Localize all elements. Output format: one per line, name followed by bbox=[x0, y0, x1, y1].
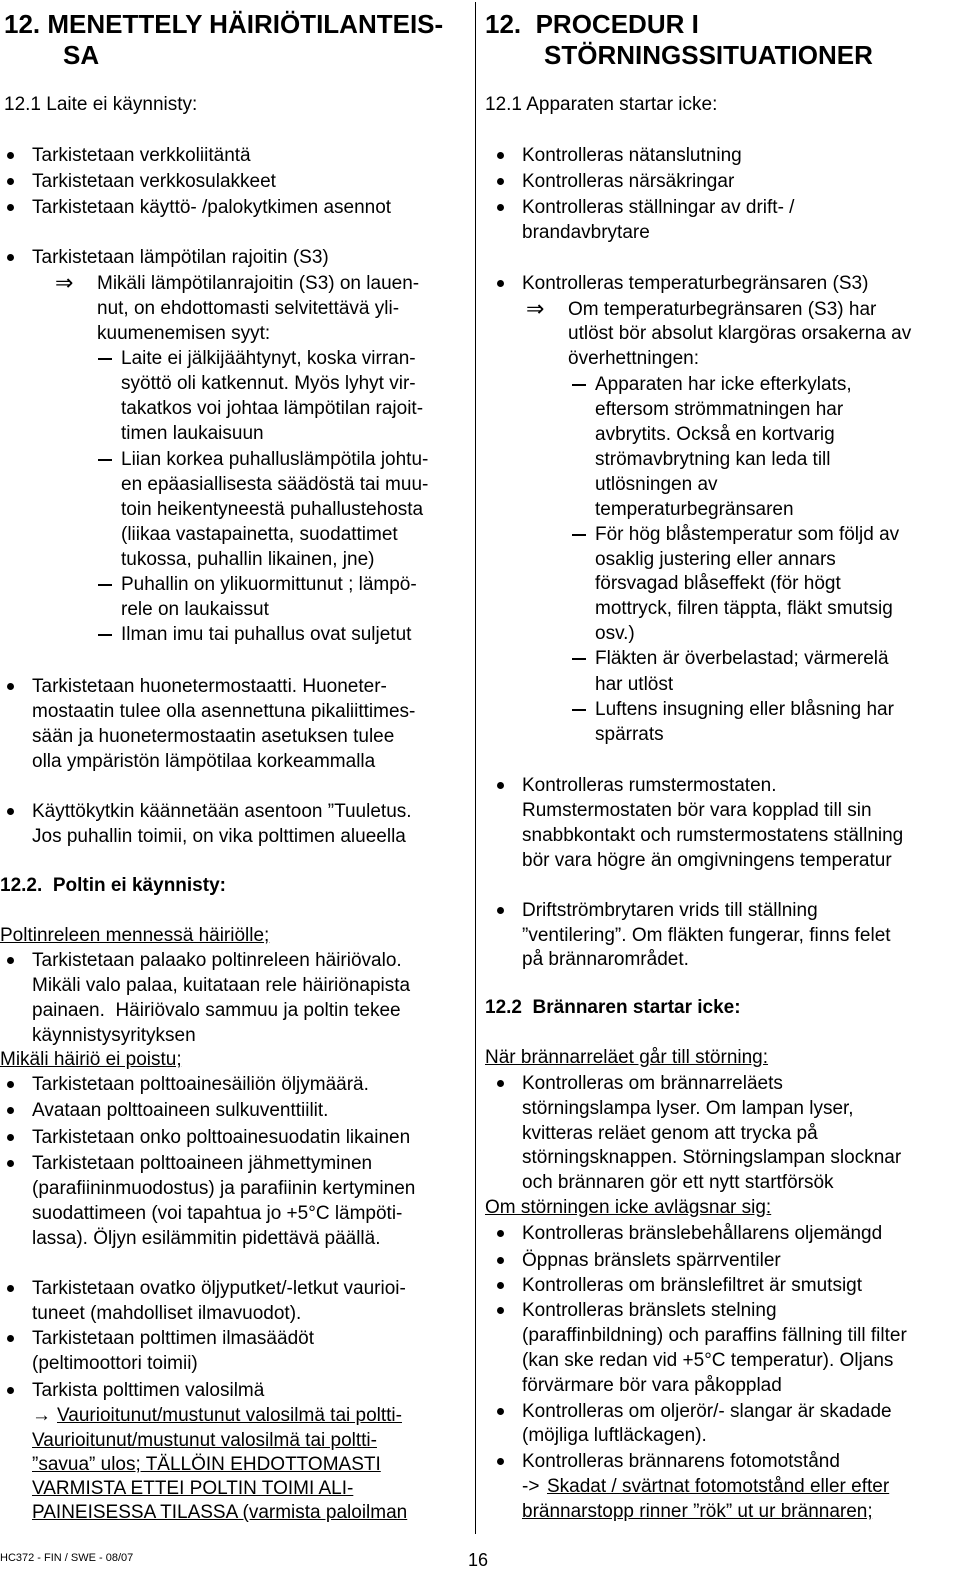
dash-icon bbox=[572, 384, 586, 386]
text-line: eftersom strömmatningen har bbox=[595, 399, 844, 420]
text-line: Mikäli valo palaa, kuitataan rele häiriönapista bbox=[32, 975, 411, 996]
underlined-text: VARMISTA ETTEI POLTIN TOIMI ALI- bbox=[32, 1478, 354, 1499]
text-line: temperaturbegränsaren bbox=[595, 499, 794, 520]
bullet-icon bbox=[7, 1285, 14, 1292]
text-line: Ilman imu tai puhallus ovat suljetut bbox=[121, 624, 412, 645]
list-item: Tarkista polttimen valosilmä bbox=[32, 1380, 265, 1401]
text-line: olla ympäristön lämpötilaa korkeammalla bbox=[32, 751, 376, 772]
implies-arrow-icon: ⇒ bbox=[526, 296, 545, 321]
text-line: har utlöst bbox=[595, 674, 674, 695]
text-line: spärrats bbox=[595, 724, 664, 745]
text-line: (möjliga luftläckagen). bbox=[522, 1425, 707, 1446]
underlined-text: När brännarreläet går till störning: bbox=[485, 1047, 769, 1068]
text-line: sään ja huonetermostaatin asetuksen tulee bbox=[32, 726, 395, 747]
dash-icon bbox=[98, 358, 112, 360]
bullet-icon bbox=[497, 1257, 504, 1264]
underlined-text: brännarstopp rinner ”rök” ut ur brännaren; bbox=[522, 1501, 873, 1522]
text-line: utlöst bör absolut klargöras orsakerna av bbox=[568, 323, 912, 344]
text-line: Om temperaturbegränsaren (S3) har bbox=[568, 299, 877, 320]
text-line: förvärmare bör vara påkopplad bbox=[522, 1375, 782, 1396]
list-item: Kontrolleras ställningar av drift- / bbox=[522, 197, 795, 218]
heading-line-2: STÖRNINGSSITUATIONER bbox=[544, 40, 873, 70]
text-line: syöttö oli katkennut. Myös lyhyt vir- bbox=[121, 373, 416, 394]
bullet-icon bbox=[7, 1335, 14, 1342]
text-line: brandavbrytare bbox=[522, 222, 650, 243]
dash-icon bbox=[98, 634, 112, 636]
arrow-right-icon: → bbox=[32, 1405, 51, 1426]
text-line: bör vara högre än omgivningens temperatur bbox=[522, 850, 892, 871]
text-line: rele on laukaissut bbox=[121, 599, 269, 620]
text-line: störningsknappen. Störningslampan slocknar bbox=[522, 1147, 902, 1168]
text-line: avbrytits. Också en kortvarig bbox=[595, 424, 835, 445]
subheading: 12.2. Poltin ei käynnisty: bbox=[0, 875, 226, 896]
text-line: Rumstermostaten bör vara kopplad till sin bbox=[522, 800, 872, 821]
bullet-icon bbox=[7, 808, 14, 815]
list-item: Tarkistetaan verkkoliitäntä bbox=[32, 145, 251, 166]
text-line: mostaatin tulee olla asennettuna pikaliittimes- bbox=[32, 701, 416, 722]
underlined-text: PAINEISESSA TILASSA (varmista paloilman bbox=[32, 1502, 408, 1523]
text-line: osaklig justering eller annars bbox=[595, 549, 836, 570]
list-item: Tarkistetaan ovatko öljyputket/-letkut vaurioi- bbox=[32, 1278, 406, 1299]
heading-line-1: 12. MENETTELY HÄIRIÖTILANTEIS- bbox=[4, 9, 444, 39]
text-line: painaen. Häiriövalo sammuu ja poltin tekee bbox=[32, 1000, 401, 1021]
list-item: Öppnas bränslets spärrventiler bbox=[522, 1250, 781, 1271]
bullet-icon bbox=[7, 1107, 14, 1114]
list-item: Kontrolleras bränslets stelning bbox=[522, 1300, 777, 1321]
bullet-icon bbox=[7, 683, 14, 690]
text-line: takatkos voi johtaa lämpötilan rajoit- bbox=[121, 398, 424, 419]
text-line: mottryck, filren täppta, fläkt smutsig bbox=[595, 598, 893, 619]
dash-icon bbox=[98, 584, 112, 586]
text-line: en epäasiallisesta säädöstä tai muu- bbox=[121, 474, 429, 495]
text-line: (liikaa vastapainetta, suodattimet bbox=[121, 524, 398, 545]
text-line: (parafiininmuodostus) ja parafiinin kertyminen bbox=[32, 1178, 416, 1199]
list-item: Driftströmbrytaren vrids till ställning bbox=[522, 900, 818, 921]
text-line: ”ventilering”. Om fläkten fungerar, finns felet bbox=[522, 925, 891, 946]
dash-icon bbox=[572, 534, 586, 536]
bullet-icon bbox=[497, 1282, 504, 1289]
underlined-text: Mikäli häiriö ei poistu; bbox=[0, 1049, 182, 1070]
document-code: HC372 - FIN / SWE - 08/07 bbox=[0, 1552, 134, 1564]
text-line: tukossa, puhallin likainen, jne) bbox=[121, 549, 375, 570]
list-item: Tarkistetaan huonetermostaatti. Huoneter- bbox=[32, 676, 387, 697]
list-item: Kontrolleras bränslebehållarens oljemängd bbox=[522, 1223, 883, 1244]
subheading-12-1-fi: 12.1 Laite ei käynnisty: bbox=[4, 94, 198, 115]
warning-text: Skadat / svärtnat fotomotstånd eller efter bbox=[547, 1476, 890, 1497]
text-line: (kan ske redan vid +5°C temperatur). Oljans bbox=[522, 1350, 894, 1371]
list-item: Kontrolleras brännarens fotomotstånd bbox=[522, 1451, 840, 1472]
text-line: För hög blåstemperatur som följd av bbox=[595, 524, 900, 545]
bullet-icon bbox=[497, 178, 504, 185]
bullet-icon bbox=[497, 1230, 504, 1237]
list-item: Kontrolleras temperaturbegränsaren (S3) bbox=[522, 273, 869, 294]
list-item: Tarkistetaan käyttö- /palokytkimen asennot bbox=[32, 197, 392, 218]
text-line: utlösningen av bbox=[595, 474, 718, 495]
underlined-text: Om störningen icke avlägsnar sig: bbox=[485, 1197, 772, 1218]
bullet-icon bbox=[497, 1458, 504, 1465]
bullet-icon bbox=[497, 280, 504, 287]
list-item: Kontrolleras om bränslefiltret är smutsigt bbox=[522, 1275, 863, 1296]
text-line: Laite ei jälkijäähtynyt, koska virran- bbox=[121, 348, 416, 369]
text-line: störningslampa lyser. Om lampan lyser, bbox=[522, 1098, 854, 1119]
list-item: Tarkistetaan lämpötilan rajoitin (S3) bbox=[32, 247, 329, 268]
text-line: (peltimoottori toimii) bbox=[32, 1353, 198, 1374]
list-item: Kontrolleras närsäkringar bbox=[522, 171, 735, 192]
dash-icon bbox=[572, 709, 586, 711]
text-line: snabbkontakt och rumstermostatens ställning bbox=[522, 825, 904, 846]
bullet-icon bbox=[497, 1080, 504, 1087]
text-line: Puhallin on ylikuormittunut ; lämpö- bbox=[121, 574, 417, 595]
list-item: Avataan polttoaineen sulkuventtiilit. bbox=[32, 1100, 329, 1121]
implies-arrow-icon: ⇒ bbox=[55, 270, 74, 295]
list-item: Tarkistetaan polttimen ilmasäädöt bbox=[32, 1328, 314, 1349]
warning-text: Vaurioitunut/mustunut valosilmä tai poltti- bbox=[57, 1405, 402, 1426]
text-line: nut, on ehdottomasti selvitettävä yli- bbox=[97, 298, 400, 319]
dash-icon bbox=[572, 658, 586, 660]
text-line: käynnistysyrityksen bbox=[32, 1025, 196, 1046]
underlined-text: Vaurioitunut/mustunut valosilmä tai poltti- bbox=[32, 1430, 377, 1451]
list-item: Tarkistetaan verkkosulakkeet bbox=[32, 171, 276, 192]
text-line: (paraffinbildning) och paraffins fällning till filter bbox=[522, 1325, 907, 1346]
text-line: överhettningen: bbox=[568, 348, 699, 369]
list-item: Tarkistetaan polttoainesäiliön öljymäärä. bbox=[32, 1074, 369, 1095]
bullet-icon bbox=[497, 1307, 504, 1314]
bullet-icon bbox=[7, 1387, 14, 1394]
list-item: Tarkistetaan palaako poltinreleen häiriövalo. bbox=[32, 950, 402, 971]
text-line: strömavbrytning kan leda till bbox=[595, 449, 831, 470]
text-line: timen laukaisuun bbox=[121, 423, 264, 444]
text-line: toin heikentyneestä puhallustehosta bbox=[121, 499, 424, 520]
bullet-icon bbox=[7, 1160, 14, 1167]
text-line: tuneet (mahdolliset ilmavuodot). bbox=[32, 1303, 302, 1324]
bullet-icon bbox=[497, 1408, 504, 1415]
page-number: 16 bbox=[468, 1550, 489, 1570]
list-item: Kontrolleras om brännarreläets bbox=[522, 1073, 783, 1094]
text-line: suodattimeen (voi tapahtua jo +5°C lämpöti- bbox=[32, 1203, 403, 1224]
text-line: Fläkten är överbelastad; värmerelä bbox=[595, 648, 889, 669]
bullet-icon bbox=[7, 1081, 14, 1088]
bullet-icon bbox=[497, 907, 504, 914]
heading-line-1: 12. PROCEDUR I bbox=[485, 9, 699, 39]
bullet-icon bbox=[7, 254, 14, 261]
bullet-icon bbox=[7, 152, 14, 159]
bullet-icon bbox=[7, 1134, 14, 1141]
list-item: Käyttökytkin käännetään asentoon ”Tuuletus. bbox=[32, 801, 412, 822]
text-line: försvagad blåseffekt (för högt bbox=[595, 573, 841, 594]
arrow-right-icon: -> bbox=[522, 1476, 540, 1497]
text-line: Jos puhallin toimii, on vika polttimen alueella bbox=[32, 826, 406, 847]
list-item: Tarkistetaan polttoaineen jähmettyminen bbox=[32, 1153, 373, 1174]
list-item: Kontrolleras rumstermostaten. bbox=[522, 775, 777, 796]
dash-icon bbox=[98, 459, 112, 461]
text-line: Apparaten har icke efterkylats, bbox=[595, 374, 852, 395]
text-line: på brännarområdet. bbox=[522, 949, 689, 970]
text-line: Liian korkea puhalluslämpötila johtu- bbox=[121, 449, 429, 470]
text-line: Mikäli lämpötilanrajoitin (S3) on lauen- bbox=[97, 273, 420, 294]
text-line: lassa). Öljyn esilämmitin pidettävä päällä. bbox=[32, 1228, 381, 1249]
subheading: 12.2 Brännaren startar icke: bbox=[485, 997, 741, 1018]
bullet-icon bbox=[7, 204, 14, 211]
bullet-icon bbox=[497, 152, 504, 159]
bullet-icon bbox=[7, 957, 14, 964]
bullet-icon bbox=[7, 178, 14, 185]
heading-line-2: SA bbox=[63, 40, 100, 70]
text-line: Luftens insugning eller blåsning har bbox=[595, 699, 894, 720]
list-item: Kontrolleras om oljerör/- slangar är skadade bbox=[522, 1401, 892, 1422]
column-divider bbox=[475, 2, 476, 1534]
subheading-12-1-sv: 12.1 Apparaten startar icke: bbox=[485, 94, 718, 115]
underlined-text: Poltinreleen mennessä häiriölle; bbox=[0, 925, 270, 946]
list-item: Kontrolleras nätanslutning bbox=[522, 145, 742, 166]
bullet-icon bbox=[497, 204, 504, 211]
text-line: kvitteras reläet genom att trycka på bbox=[522, 1123, 818, 1144]
list-item: Tarkistetaan onko polttoainesuodatin likainen bbox=[32, 1127, 411, 1148]
underlined-text: ”savua” ulos; TÄLLÖIN EHDOTTOMASTI bbox=[32, 1454, 381, 1475]
bullet-icon bbox=[497, 782, 504, 789]
text-line: och brännaren gör ett nytt startförsök bbox=[522, 1172, 834, 1193]
text-line: kuumenemisen syyt: bbox=[97, 323, 271, 344]
text-line: osv.) bbox=[595, 623, 635, 644]
